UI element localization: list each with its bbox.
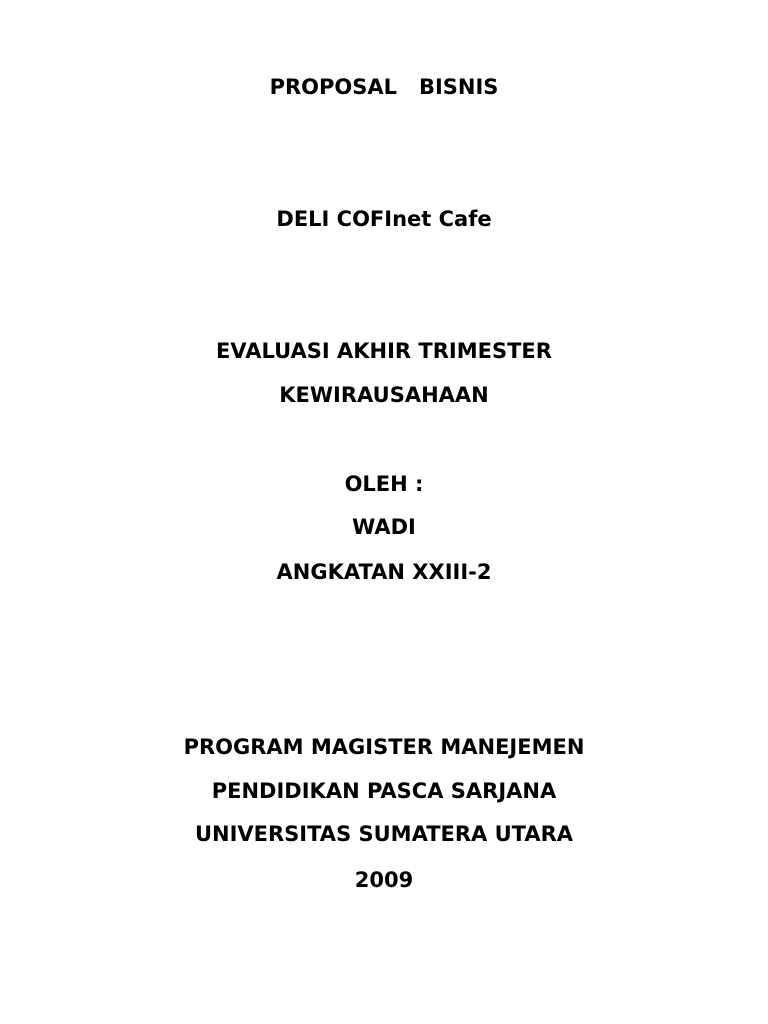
- institution-school: PENDIDIKAN PASCA SARJANA: [211, 779, 557, 803]
- author-cohort: ANGKATAN XXIII-2: [276, 560, 492, 584]
- business-name: DELI COFInet Cafe: [276, 207, 492, 231]
- institution-program: PROGRAM MAGISTER MANEJEMEN: [183, 735, 585, 759]
- document-title: PROPOSAL BISNIS: [269, 75, 499, 99]
- author-name: WADI: [352, 515, 416, 539]
- evaluation-line-2: KEWIRAUSAHAAN: [279, 383, 489, 407]
- institution-university: UNIVERSITAS SUMATERA UTARA: [194, 822, 574, 846]
- evaluation-line-1: EVALUASI AKHIR TRIMESTER: [216, 339, 552, 363]
- document-year: 2009: [354, 868, 414, 892]
- author-label: OLEH :: [344, 472, 424, 496]
